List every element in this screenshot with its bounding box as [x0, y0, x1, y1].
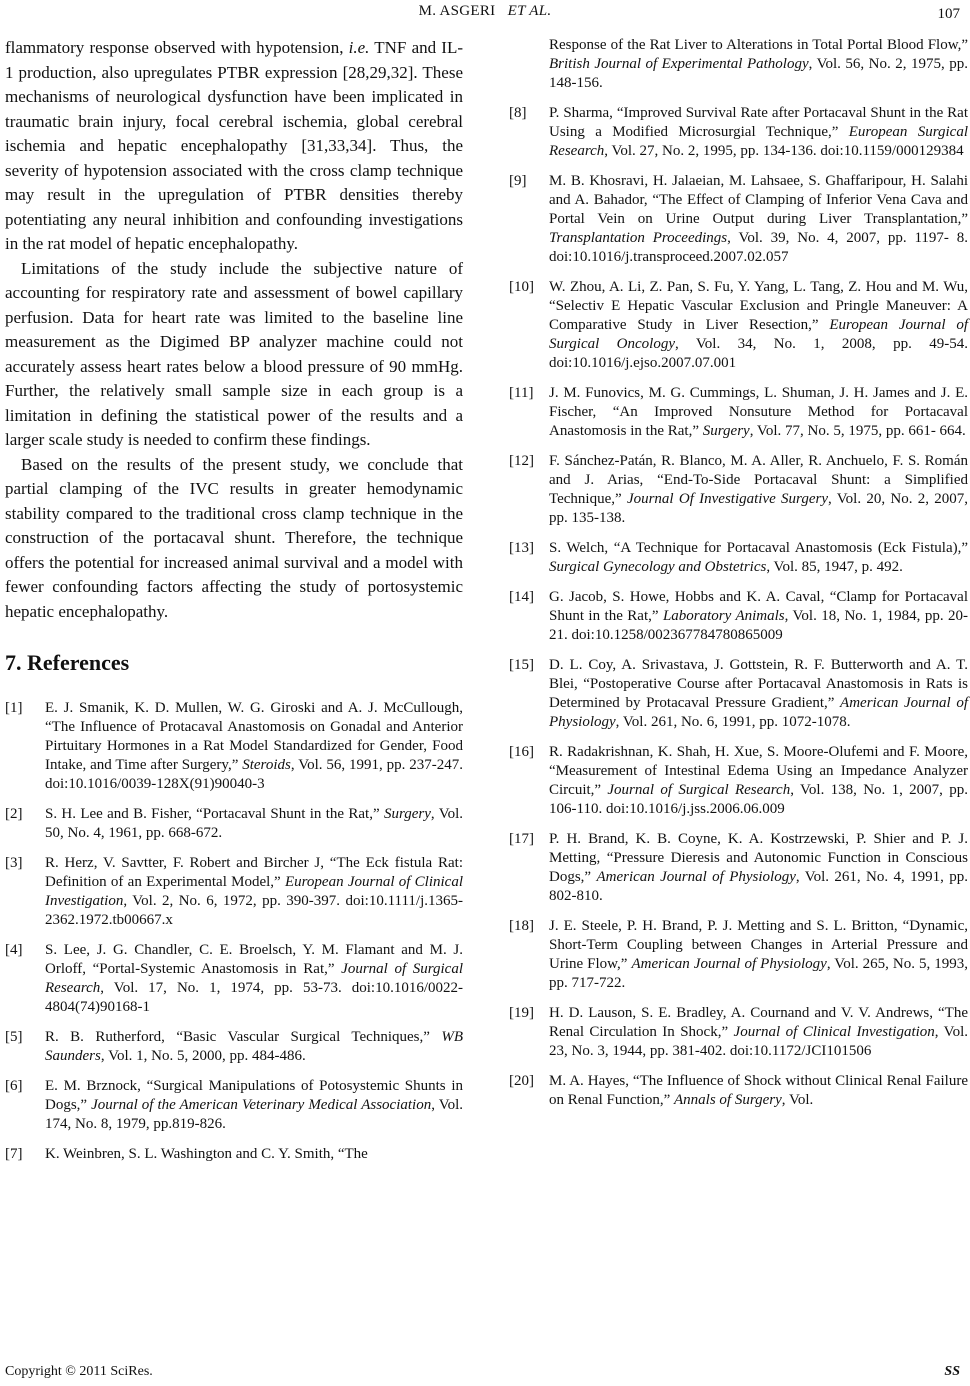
- reference-text: [549, 36, 968, 93]
- reference-authors-title: E. J. Smanik, K. D. Mullen, W. G. Giroski and A. J. McCullough, “The Influence of Protacaval Anastomosis on Gonadal and Anterior Pirtuitary Hormones in a Rat Model Standardized for Gender, Food Intake, and Time after Surgery,”: [45, 700, 463, 773]
- reference-number: [10]: [509, 279, 534, 295]
- reference-number: [18]: [509, 918, 534, 934]
- reference-authors-title: P. Sharma, “Improved Survival Rate after Portacaval Shunt in the Rat Using a Modified Microsurgial Technique,”: [549, 105, 968, 140]
- reference-number: [2]: [5, 806, 23, 822]
- reference-item: [5, 854, 463, 930]
- reference-text: [549, 830, 968, 906]
- reference-journal: American Journal of Physiology: [631, 956, 827, 972]
- reference-details: , Vol. 265, No. 5, 1993, pp. 717-722.: [549, 956, 969, 991]
- reference-item: [509, 384, 968, 441]
- reference-journal: Journal of Surgical Research: [607, 782, 791, 798]
- reference-text: [549, 1004, 968, 1061]
- reference-details: , Vol. 56, 1991, pp. 237-247. doi:10.1016/0039-128X(91)90040-3: [45, 757, 464, 792]
- reference-journal: Surgery: [702, 423, 750, 439]
- reference-item: [5, 1077, 463, 1134]
- header-authors: M. ASGERI: [418, 3, 496, 19]
- reference-authors-title: Response of the Rat Liver to Alterations in Total Portal Blood Flow,”: [549, 37, 968, 53]
- paragraph-1-ie: i.e.: [348, 38, 370, 57]
- reference-authors-title: W. Zhou, A. Li, Z. Pan, S. Fu, Y. Yang, L. Tang, Z. Hou and M. Wu, “Selectiv E Hepatic Vascular Exclusion and Pringle Maneuver: A Comparative Study in Liver Resection,”: [549, 279, 968, 333]
- reference-item: [509, 588, 968, 645]
- reference-text: [549, 384, 968, 441]
- running-header: [0, 3, 970, 27]
- reference-authors-title: J. M. Funovics, M. G. Cummings, L. Shuman, J. H. James and J. E. Fischer, “An Improved Nonsuture Method for Portacaval Anastomosis in the Rat,”: [549, 385, 968, 439]
- reference-text: [549, 1072, 968, 1110]
- reference-item: [509, 172, 968, 267]
- reference-journal: European Surgical Research: [549, 124, 968, 159]
- reference-number: [19]: [509, 1005, 534, 1021]
- reference-journal: American Journal of Physiology: [549, 695, 968, 730]
- reference-details: , Vol. 18, No. 1, 1984, pp. 20-21. doi:10.1258/002367784780865009: [549, 608, 968, 643]
- reference-details: , Vol. 174, No. 8, 1979, pp.819-826.: [45, 1097, 464, 1132]
- reference-details: , Vol. 85, 1947, p. 492.: [766, 559, 903, 575]
- reference-number: [3]: [5, 855, 23, 871]
- paragraph-1-b: TNF and IL-1 production, also upregulates PTBR expression [28,29,32]. These mechanisms of neurological dysfunction have been implicated in traumatic brain injury, focal cerebral ischemia, global cerebral ischemia and hepatic encephalopathy [31,33,34]. Thus, the severity of hypotension associated with the cross clamp technique may result in the upregulation of PTBR densities thereby potentiating any neural inhibition and confounding investigations in the rat model of hepatic encephalopathy.: [5, 38, 463, 253]
- copyright-notice: Copyright © 2011 SciRes.: [5, 1364, 153, 1379]
- header-et-al: ET AL.: [507, 3, 552, 19]
- reference-journal: Journal of Surgical Research: [45, 961, 464, 996]
- reference-item: [509, 278, 968, 373]
- reference-journal: Journal of the American Veterinary Medical Association: [91, 1097, 432, 1113]
- reference-item: [509, 743, 968, 819]
- reference-authors-title: M. B. Khosravi, H. Jalaeian, M. Lahsaee, S. Ghaffaripour, H. Salahi and A. Bahador, “The Effect of Clamping of Inferior Vena Cava and Portal Vein on Urine Output during Liver Transplantation,”: [549, 173, 968, 227]
- reference-details: , Vol. 261, No. 4, 1991, pp. 802-810.: [549, 869, 968, 904]
- reference-authors-title: R. Radakrishnan, K. Shah, H. Xue, S. Moore-Olufemi and F. Moore, “Measurement of Intestinal Edema Using an Impedance Analyzer Circuit,”: [549, 744, 968, 798]
- reference-details: , Vol. 1, No. 5, 2000, pp. 484-486.: [100, 1048, 306, 1064]
- right-column: [509, 36, 968, 1121]
- reference-journal: Surgery: [383, 806, 431, 822]
- reference-item: [5, 699, 463, 794]
- reference-details: , Vol. 138, No. 1, 2007, pp. 106-110. doi:10.1016/j.jss.2006.06.009: [549, 782, 968, 817]
- reference-journal: European Journal of Surgical Oncology: [549, 317, 968, 352]
- reference-item: [509, 656, 968, 732]
- body-paragraph: [5, 36, 463, 257]
- reference-number: [12]: [509, 453, 534, 469]
- reference-authors-title: E. M. Brznock, “Surgical Manipulations of Potosystemic Shunts in Dogs,”: [45, 1078, 463, 1113]
- reference-text: [45, 854, 463, 930]
- reference-details: , Vol. 20, No. 2, 2007, pp. 135-138.: [549, 491, 968, 526]
- references-list-right: [509, 36, 968, 1110]
- reference-details: , Vol. 34, No. 1, 2008, pp. 49-54. doi:10.1016/j.ejso.2007.07.001: [549, 336, 968, 371]
- reference-authors-title: D. L. Coy, A. Srivastava, J. Gottstein, R. F. Butterworth and A. T. Blei, “Postoperative Course after Portacaval Anastomosis in Rats is Determined by Protacaval Pressure Gradient,”: [549, 657, 968, 711]
- reference-details: , Vol. 23, No. 3, 1944, pp. 381-402. doi:10.1172/JCI101506: [549, 1024, 968, 1059]
- paragraph-1-a: flammatory response observed with hypotension,: [5, 38, 349, 57]
- reference-details: , Vol. 77, No. 5, 1975, pp. 661- 664.: [749, 423, 966, 439]
- reference-authors-title: S. Welch, “A Technique for Portacaval Anastomosis (Eck Fistula),”: [549, 540, 968, 556]
- body-paragraph: Based on the results of the present study, we conclude that partial clamping of the IVC results in greater hemodynamic stability compared to the traditional cross clamp technique in the construction of the portacaval shunt. Therefore, the technique offers the potential for increased animal survival and a model with fewer confounding factors affecting the study of portosystemic hepatic encephalopathy.: [5, 454, 463, 621]
- reference-journal: Surgical Gynecology and Obstetrics: [549, 559, 767, 575]
- reference-number: [7]: [5, 1146, 23, 1162]
- reference-item: [509, 452, 968, 528]
- reference-text: [549, 656, 968, 732]
- journal-abbreviation: SS: [944, 1364, 960, 1379]
- reference-item: [5, 941, 463, 1017]
- reference-details: , Vol. 2, No. 6, 1972, pp. 390-397. doi:10.1111/j.1365-2362.1972.tb00667.x: [45, 893, 463, 928]
- reference-details: , Vol. 56, No. 2, 1975, pp. 148-156.: [549, 56, 968, 91]
- reference-authors-title: R. Herz, V. Savtter, F. Robert and Bircher J, “The Eck fistula Rat: Definition of an Experimental Model,”: [45, 855, 463, 890]
- reference-number: [4]: [5, 942, 23, 958]
- reference-text: [549, 104, 968, 161]
- reference-number: [8]: [509, 105, 527, 121]
- reference-text: [45, 805, 463, 843]
- reference-item: [509, 104, 968, 161]
- reference-text: [45, 1028, 463, 1066]
- reference-journal: American Journal of Physiology: [596, 869, 796, 885]
- reference-text: [549, 172, 968, 267]
- reference-number: [15]: [509, 657, 534, 673]
- reference-text: [45, 1145, 463, 1164]
- reference-journal: European Journal of Clinical Investigation: [45, 874, 463, 909]
- reference-number: [16]: [509, 744, 534, 760]
- reference-item: [5, 805, 463, 843]
- reference-authors-title: J. E. Steele, P. H. Brand, P. J. Metting and S. L. Britton, “Dynamic, Short-Term Coupling between Changes in Arterial Pressure and Urine Flow,”: [549, 918, 968, 972]
- reference-text: [549, 588, 968, 645]
- reference-details: , Vol. 261, No. 6, 1991, pp. 1072-1078.: [615, 714, 851, 730]
- reference-item: [509, 917, 968, 993]
- references-list-left: [5, 699, 463, 1164]
- reference-item: [509, 1072, 968, 1110]
- reference-journal: Annals of Surgery: [673, 1092, 782, 1108]
- reference-authors-title: K. Weinbren, S. L. Washington and C. Y. Smith, “The: [45, 1146, 368, 1162]
- reference-item: [509, 1004, 968, 1061]
- reference-details: , Vol. 27, No. 2, 1995, pp. 134-136. doi:10.1159/000129384: [604, 143, 964, 159]
- reference-number: [11]: [509, 385, 534, 401]
- references-heading: 7. References: [5, 650, 130, 675]
- reference-details: , Vol. 17, No. 1, 1974, pp. 53-73. doi:10.1016/0022-4804(74)90168-1: [45, 980, 463, 1015]
- reference-item: [509, 539, 968, 577]
- reference-text: [45, 941, 463, 1017]
- reference-number: [1]: [5, 700, 23, 716]
- reference-authors-title: S. Lee, J. G. Chandler, C. E. Broelsch, Y. M. Flamant and M. J. Orloff, “Portal-Systemic Anastomosis in Rat,”: [45, 942, 463, 977]
- page-number: 107: [937, 6, 960, 22]
- reference-authors-title: F. Sánchez-Patán, R. Blanco, M. A. Aller, R. Anchuelo, F. S. Román and J. Arias, “End-To-Side Portacaval Shunt: a Simplified Technique,”: [549, 453, 968, 507]
- reference-number: [14]: [509, 589, 534, 605]
- reference-item: [509, 830, 968, 906]
- reference-authors-title: P. H. Brand, K. B. Coyne, K. A. Kostrzewski, P. Shier and P. J. Metting, “Pressure Dieresis and Autonomic Function in Conscious Dogs,”: [549, 831, 968, 885]
- left-column: [5, 36, 463, 1175]
- reference-journal: Journal of Clinical Investigation: [733, 1024, 935, 1040]
- reference-authors-title: H. D. Lauson, S. E. Bradley, A. Cournand and V. V. Andrews, “The Renal Circulation In Shock,”: [549, 1005, 968, 1040]
- reference-text: [45, 699, 463, 794]
- reference-text: [549, 452, 968, 528]
- body-paragraph: Limitations of the study include the subjective nature of accounting for respiratory rate and assessment of bowel capillary perfusion. Data for heart rate was limited to the baseline line measurement as the Digimed BP analyzer machine could not accurately assess heart rates below a blood pressure of 90 mmHg. Further, the relatively small sample size in each group is a limitation in defining the statistical power of the results and a larger scale study is needed to confirm these findings.: [5, 258, 463, 449]
- reference-authors-title: G. Jacob, S. Howe, Hobbs and K. A. Caval, “Clamp for Portacaval Shunt in the Rat,”: [549, 589, 968, 624]
- reference-number: [9]: [509, 173, 527, 189]
- reference-authors-title: M. A. Hayes, “The Influence of Shock without Clinical Renal Failure on Renal Function,”: [549, 1073, 968, 1108]
- reference-journal: Laboratory Animals: [662, 608, 785, 624]
- reference-item: [509, 36, 968, 93]
- reference-authors-title: S. H. Lee and B. Fisher, “Portacaval Shunt in the Rat,”: [45, 806, 384, 822]
- reference-details: , Vol. 50, No. 4, 1961, pp. 668-672.: [45, 806, 464, 841]
- reference-number: [5]: [5, 1029, 23, 1045]
- reference-text: [549, 743, 968, 819]
- running-title: [0, 3, 970, 20]
- reference-number: [17]: [509, 831, 534, 847]
- reference-number: [13]: [509, 540, 534, 556]
- reference-number: [509, 36, 549, 93]
- reference-journal: Journal Of Investigative Surgery: [626, 491, 828, 507]
- reference-journal: Steroids: [242, 757, 291, 773]
- reference-text: [45, 1077, 463, 1134]
- reference-number: [6]: [5, 1078, 23, 1094]
- reference-journal: WB Saunders: [45, 1029, 463, 1064]
- reference-item: [5, 1028, 463, 1066]
- reference-details: , Vol. 39, No. 4, 2007, pp. 1197- 8. doi:10.1016/j.transproceed.2007.02.057: [549, 230, 968, 265]
- reference-text: [549, 917, 968, 993]
- reference-journal: Transplantation Proceedings: [549, 230, 728, 246]
- page-footer: [5, 1364, 960, 1384]
- reference-item: [5, 1145, 463, 1164]
- reference-number: [20]: [509, 1073, 534, 1089]
- reference-journal: British Journal of Experimental Pathology: [549, 56, 809, 72]
- reference-text: [549, 278, 968, 373]
- reference-authors-title: R. B. Rutherford, “Basic Vascular Surgical Techniques,”: [45, 1029, 442, 1045]
- reference-text: [549, 539, 968, 577]
- reference-details: , Vol.: [781, 1092, 814, 1108]
